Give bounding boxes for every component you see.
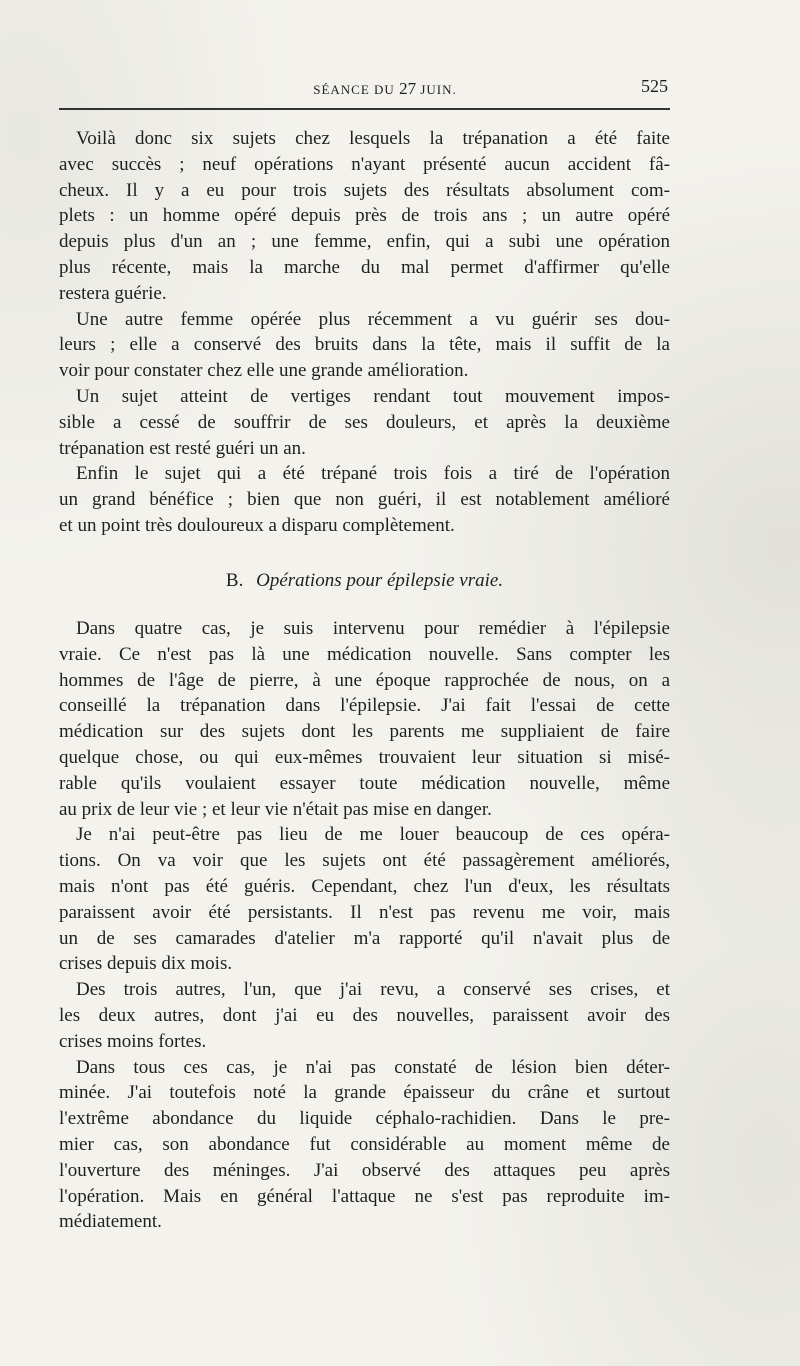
text-line: Enfin le sujet qui a été trépané trois fois a tiré de l'opération — [76, 463, 670, 485]
section-label: B. — [225, 570, 244, 591]
paragraph-block-1 — [59, 126, 670, 539]
text-line: vraie. Ce n'est pas là une médication nouvelle. Sans compter les — [59, 643, 670, 665]
text-line: médiatement. — [59, 1211, 162, 1233]
text-line: et un point très douloureux a disparu complètement. — [59, 514, 455, 536]
text-line: mier cas, son abondance fut considérable au moment même de — [59, 1133, 670, 1155]
running-title-prefix: SÉANCE DU — [313, 82, 395, 97]
text-line: conseillé la trépanation dans l'épilepsie. J'ai fait l'essai de cette — [59, 695, 670, 717]
text-line: mais n'ont pas été guéris. Cependant, chez l'un d'eux, les résultats — [59, 875, 670, 897]
text-line: quelque chose, ou qui eux-mêmes trouvaient leur situation si misé- — [59, 746, 670, 768]
text-line: l'ouverture des méninges. J'ai observé des attaques peu après — [59, 1159, 670, 1181]
text-line: un de ses camarades d'atelier m'a rapporté qu'il n'avait plus de — [59, 927, 670, 949]
paragraph-block-2 — [59, 616, 670, 1235]
text-line: médication sur des sujets dont les parents me suppliaient de faire — [59, 721, 670, 743]
running-head — [62, 76, 668, 100]
running-title — [62, 79, 668, 99]
text-line: trépanation est resté guéri un an. — [59, 437, 306, 459]
text-line: Une autre femme opérée plus récemment a vu guérir ses dou- — [76, 308, 670, 330]
section-title: Opérations pour épilepsie vraie. — [256, 570, 504, 591]
text-line: au prix de leur vie ; et leur vie n'était pas mise en danger. — [59, 798, 492, 820]
text-line: crises moins fortes. — [59, 1030, 207, 1052]
text-line: Dans tous ces cas, je n'ai pas constaté de lésion bien déter- — [76, 1056, 670, 1078]
text-line: hommes de l'âge de pierre, à une époque rapprochée de nous, on a — [59, 669, 670, 691]
text-line: plets : un homme opéré depuis près de trois ans ; un autre opéré — [59, 205, 670, 227]
text-line: voir pour constater chez elle une grande amélioration. — [59, 360, 469, 382]
text-line: Un sujet atteint de vertiges rendant tout mouvement impos- — [76, 385, 670, 407]
text-line: cheux. Il y a eu pour trois sujets des résultats absolument com- — [59, 179, 670, 201]
text-line: depuis plus d'un an ; une femme, enfin, qui a subi une opération — [59, 231, 670, 253]
text-line: Voilà donc six sujets chez lesquels la trépanation a été faite — [76, 128, 670, 149]
running-title-day: 27 — [399, 79, 417, 98]
page-number: 525 — [641, 76, 668, 96]
text-line: paraissent avoir été persistants. Il n'est pas revenu me voir, mais — [59, 901, 670, 923]
text-line: crises depuis dix mois. — [59, 953, 233, 975]
text-line: Je n'ai peut-être pas lieu de me louer beaucoup de ces opéra- — [76, 824, 670, 846]
running-title-month: JUIN. — [420, 82, 457, 97]
text-line: sible a cessé de souffrir de ses douleurs, et après la deuxième — [59, 411, 670, 433]
text-line: tions. On va voir que les sujets ont été passagèrement améliorés, — [59, 850, 670, 872]
text-line: l'extrême abondance du liquide céphalo-rachidien. Dans le pre- — [59, 1108, 670, 1130]
text-line: avec succès ; neuf opérations n'ayant présenté aucun accident fâ- — [59, 153, 670, 175]
text-line: Dans quatre cas, je suis intervenu pour remédier à l'épilepsie — [76, 618, 670, 639]
text-line: l'opération. Mais en général l'attaque ne s'est pas reproduite im- — [59, 1185, 670, 1207]
text-line: rable qu'ils voulaient essayer toute médication nouvelle, même — [59, 772, 670, 794]
text-line: un grand bénéfice ; bien que non guéri, il est notablement amélioré — [59, 489, 670, 511]
text-line: leurs ; elle a conservé des bruits dans la tête, mais il suffit de la — [59, 334, 670, 356]
text-line: restera guérie. — [59, 282, 167, 304]
section-heading — [59, 566, 670, 596]
text-line: minée. J'ai toutefois noté la grande épaisseur du crâne et surtout — [59, 1082, 670, 1104]
text-line: les deux autres, dont j'ai eu des nouvelles, paraissent avoir des — [59, 1004, 670, 1026]
text-line: Des trois autres, l'un, que j'ai revu, a conservé ses crises, et — [76, 979, 670, 1001]
text-line: plus récente, mais la marche du mal permet d'affirmer qu'elle — [59, 256, 670, 278]
header-rule — [59, 108, 670, 110]
